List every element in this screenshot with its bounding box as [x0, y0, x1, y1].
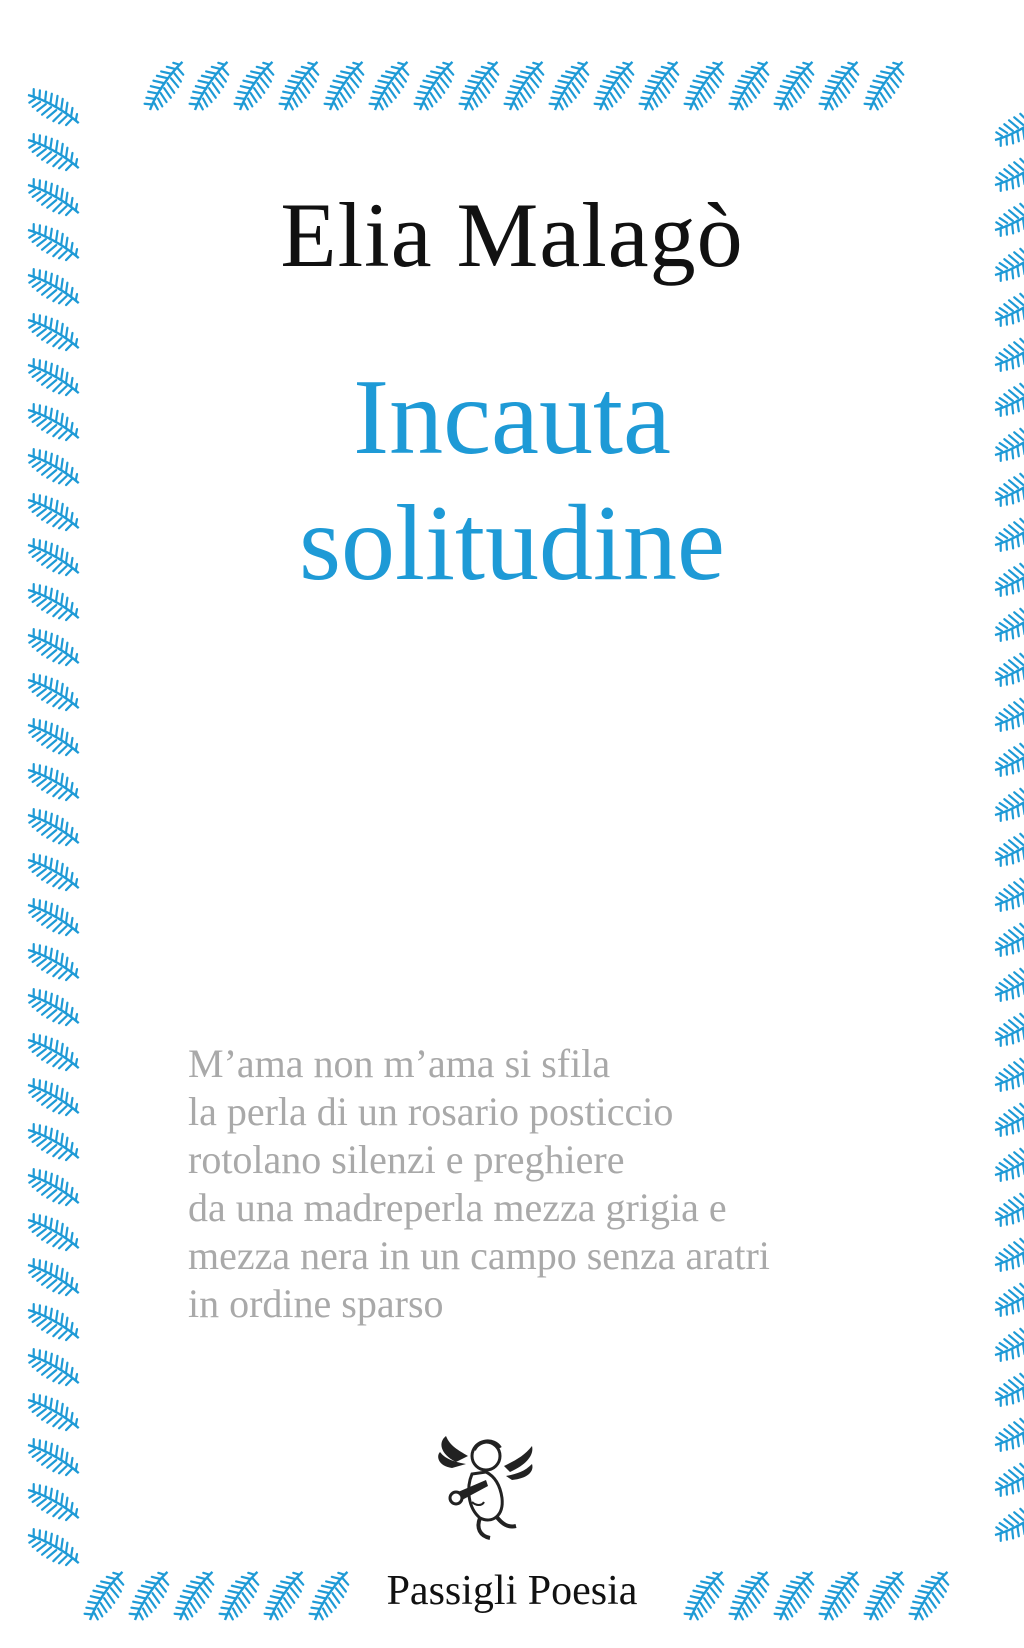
feather-icon	[23, 1388, 85, 1438]
feather-icon	[544, 54, 597, 115]
feather-icon	[990, 102, 1024, 152]
feather-icon	[23, 1028, 85, 1078]
title-line: solitudine	[299, 484, 725, 603]
feather-icon	[990, 102, 1024, 1547]
feather-icon	[990, 1047, 1024, 1097]
feather-icon	[990, 732, 1024, 782]
book-title	[0, 355, 1024, 607]
feather-icon	[23, 1208, 85, 1258]
feather-icon	[990, 822, 1024, 872]
feather-icon	[990, 777, 1024, 827]
feather-icon	[990, 1227, 1024, 1277]
author-name: Elia Malagò	[280, 184, 744, 286]
feather-icon	[23, 848, 85, 898]
feather-icon	[990, 1497, 1024, 1547]
feather-icon	[23, 623, 85, 673]
feather-icon	[990, 1092, 1024, 1142]
feather-icon	[23, 83, 85, 1573]
feather-icon	[23, 128, 85, 178]
feather-icon	[990, 687, 1024, 737]
feather-icon	[23, 758, 85, 808]
poem-line: la perla di un rosario posticcio	[188, 1089, 674, 1134]
feather-icon	[23, 1163, 85, 1213]
feather-icon	[23, 1478, 85, 1528]
feather-icon	[990, 1452, 1024, 1502]
poem-line: da una madreperla mezza grigia e	[188, 1185, 727, 1230]
feather-icon	[859, 54, 912, 115]
feather-icon	[990, 1137, 1024, 1187]
feather-icon	[454, 54, 507, 115]
feather-icon	[990, 912, 1024, 962]
poem-line: M’ama non m’ama si sfila	[188, 1041, 611, 1086]
feather-icon	[589, 54, 642, 115]
feather-icon	[679, 54, 732, 115]
feather-icon	[23, 983, 85, 1033]
feather-icon	[23, 1118, 85, 1168]
feather-icon	[23, 308, 85, 358]
feather-icon	[724, 54, 777, 115]
poem-excerpt	[188, 1040, 888, 1328]
feather-icon	[23, 713, 85, 763]
feather-icon	[274, 54, 327, 115]
feather-icon	[23, 1298, 85, 1348]
feather-icon	[23, 938, 85, 988]
feather-icon	[184, 54, 237, 115]
feather-icon	[769, 54, 822, 115]
feather-icon	[990, 867, 1024, 917]
feather-icon	[319, 54, 372, 115]
feather-icon	[23, 668, 85, 718]
feather-icon	[23, 1073, 85, 1123]
publisher-name: Passigli Poesia	[386, 1568, 638, 1614]
feather-icon	[990, 282, 1024, 332]
feather-icon	[990, 1317, 1024, 1367]
poem-line: in ordine sparso	[188, 1281, 444, 1326]
feather-icon	[990, 642, 1024, 692]
poem-line: mezza nera in un campo senza aratri	[188, 1233, 770, 1278]
feather-icon	[409, 54, 462, 115]
feather-icon	[990, 957, 1024, 1007]
title-line: Incauta	[353, 358, 671, 477]
feather-icon	[990, 1362, 1024, 1412]
feather-icon	[990, 1002, 1024, 1052]
feather-icon	[23, 83, 85, 133]
feather-icon	[23, 1253, 85, 1303]
feather-icon	[229, 54, 282, 115]
feather-icon	[990, 1272, 1024, 1322]
feather-icon	[23, 1343, 85, 1393]
feather-icon	[23, 1433, 85, 1483]
feather-icon	[364, 54, 417, 115]
feather-icon	[139, 54, 912, 115]
feather-icon	[990, 1182, 1024, 1232]
feather-icon	[634, 54, 687, 115]
feather-icon	[23, 893, 85, 943]
cherub-icon	[436, 1432, 536, 1544]
poem-line: rotolano silenzi e preghiere	[188, 1137, 625, 1182]
feather-icon	[990, 1407, 1024, 1457]
feather-icon	[814, 54, 867, 115]
feather-icon	[139, 54, 192, 115]
feather-icon	[499, 54, 552, 115]
feather-icon	[23, 803, 85, 853]
